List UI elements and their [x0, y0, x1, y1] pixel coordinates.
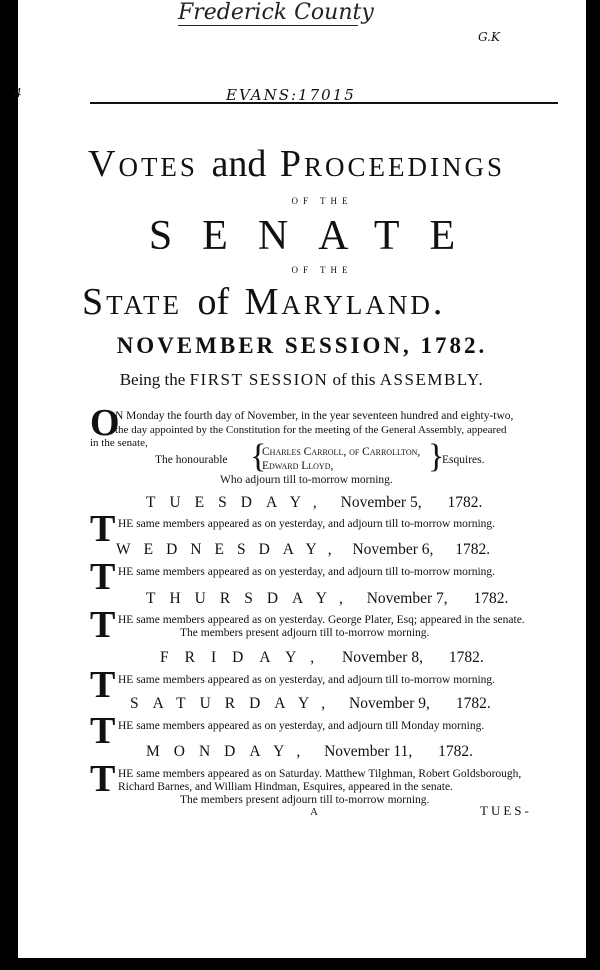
being-of-this: of this [332, 370, 376, 389]
day-name: THURSDAY, [146, 590, 357, 607]
catchword: TUES- [480, 803, 532, 818]
day-year: 1782. [447, 494, 483, 511]
honourable-label: The honourable [155, 454, 228, 466]
day-name: WEDNESDAY, [116, 541, 345, 558]
title-proceedings: Proceedings [279, 143, 505, 185]
day-name: TUESDAY, [146, 494, 331, 511]
handwritten-corner-mark: G.K [478, 30, 500, 44]
member-2: Edward Lloyd, [262, 460, 334, 472]
entry-thursday-line-2: The members present adjourn till to-morrow morning. [180, 627, 430, 639]
brace-left: { [250, 438, 267, 475]
of-the-2: OF THE [291, 265, 353, 275]
being-line [18, 370, 586, 390]
day-year: 1782. [448, 649, 484, 666]
day-name: MONDAY, [146, 743, 315, 760]
day-heading-wednesday [116, 541, 490, 559]
opening-adjourn: Who adjourn till to-morrow morning. [220, 474, 393, 486]
entry-saturday-line-1: HE same members appeared as on yesterday, and adjourn till Monday morning. [118, 720, 485, 732]
day-name: FRIDAY, [160, 649, 331, 666]
session-heading: NOVEMBER SESSION, 1782. [116, 333, 488, 358]
opening-line-3: in the senate, [90, 437, 148, 449]
day-heading-friday [160, 649, 484, 667]
member-1: Charles Carroll, of Carrollton, [262, 446, 421, 458]
title-senate: SENATE [148, 213, 486, 259]
title-of: of [197, 281, 230, 323]
entry-friday-line-1: HE same members appeared as on yesterday, and adjourn till to-morrow morning. [118, 674, 496, 686]
handwritten-county: Frederick County [178, 0, 374, 25]
entry-monday-line-3: The members present adjourn till to-morrow morning. [180, 794, 430, 806]
dropcap-monday: T [90, 758, 116, 800]
day-date: November 11, [324, 743, 413, 760]
day-heading-tuesday [146, 494, 482, 512]
title-state-of-maryland [82, 280, 445, 324]
day-heading-saturday [130, 695, 491, 713]
entry-monday-line-1: HE same members appeared as on Saturday. Matthew Tilghman, Robert Goldsborough, [118, 768, 522, 780]
document-page [14, 0, 586, 958]
dropcap-thursday: T [90, 604, 116, 646]
being-assembly: ASSEMBLY. [379, 370, 485, 389]
title-votes: Votes [88, 143, 198, 185]
signature-mark: A [310, 806, 318, 818]
day-name: SATURDAY, [130, 695, 340, 712]
being-prefix: Being the [119, 370, 186, 389]
day-heading-thursday [146, 590, 508, 608]
entry-tuesday-line-1: HE same members appeared as on yesterday, and adjourn till to-morrow morning. [118, 518, 496, 530]
title-maryland: Maryland. [244, 281, 446, 323]
margin-mark: 4 [14, 86, 21, 101]
dropcap-saturday: T [90, 710, 116, 752]
esquires-label: Esquires. [442, 454, 485, 466]
title-state: State [82, 281, 182, 323]
opening-line-2: the day appointed by the Constitution for the meeting of the General Assembly, appeared [115, 424, 507, 436]
day-date: November 9, [349, 695, 430, 712]
day-date: November 6, [352, 541, 434, 558]
title-line-votes-and-proceedings [88, 142, 505, 186]
entry-thursday-line-1: HE same members appeared as on yesterday. George Plater, Esq; appeared in the senate. [118, 614, 525, 626]
day-heading-monday [146, 743, 473, 761]
being-first-session: FIRST SESSION [189, 370, 329, 389]
entry-monday-line-2: Richard Barnes, and William Hindman, Esquires, appeared in the senate. [118, 781, 453, 793]
day-date: November 8, [342, 649, 423, 666]
handwritten-evans-number: EVANS:17015 [226, 86, 356, 104]
opening-dropcap: O [90, 402, 120, 444]
title-and: and [211, 143, 267, 185]
of-the-1: OF THE [291, 196, 353, 206]
dropcap-friday: T [90, 664, 116, 706]
day-year: 1782. [438, 743, 473, 760]
day-date: November 7, [366, 590, 448, 607]
dropcap-tuesday: T [90, 508, 116, 550]
entry-wednesday-line-1: HE same members appeared as on yesterday, and adjourn till to-morrow morning. [118, 566, 496, 578]
brace-right: } [428, 438, 445, 475]
day-year: 1782. [455, 541, 491, 558]
dropcap-wednesday: T [90, 556, 116, 598]
opening-line-1: N Monday the fourth day of November, in the year seventeen hundred and eighty-two, [115, 410, 514, 422]
day-date: November 5, [340, 494, 422, 511]
day-year: 1782. [455, 695, 491, 712]
day-year: 1782. [473, 590, 509, 607]
